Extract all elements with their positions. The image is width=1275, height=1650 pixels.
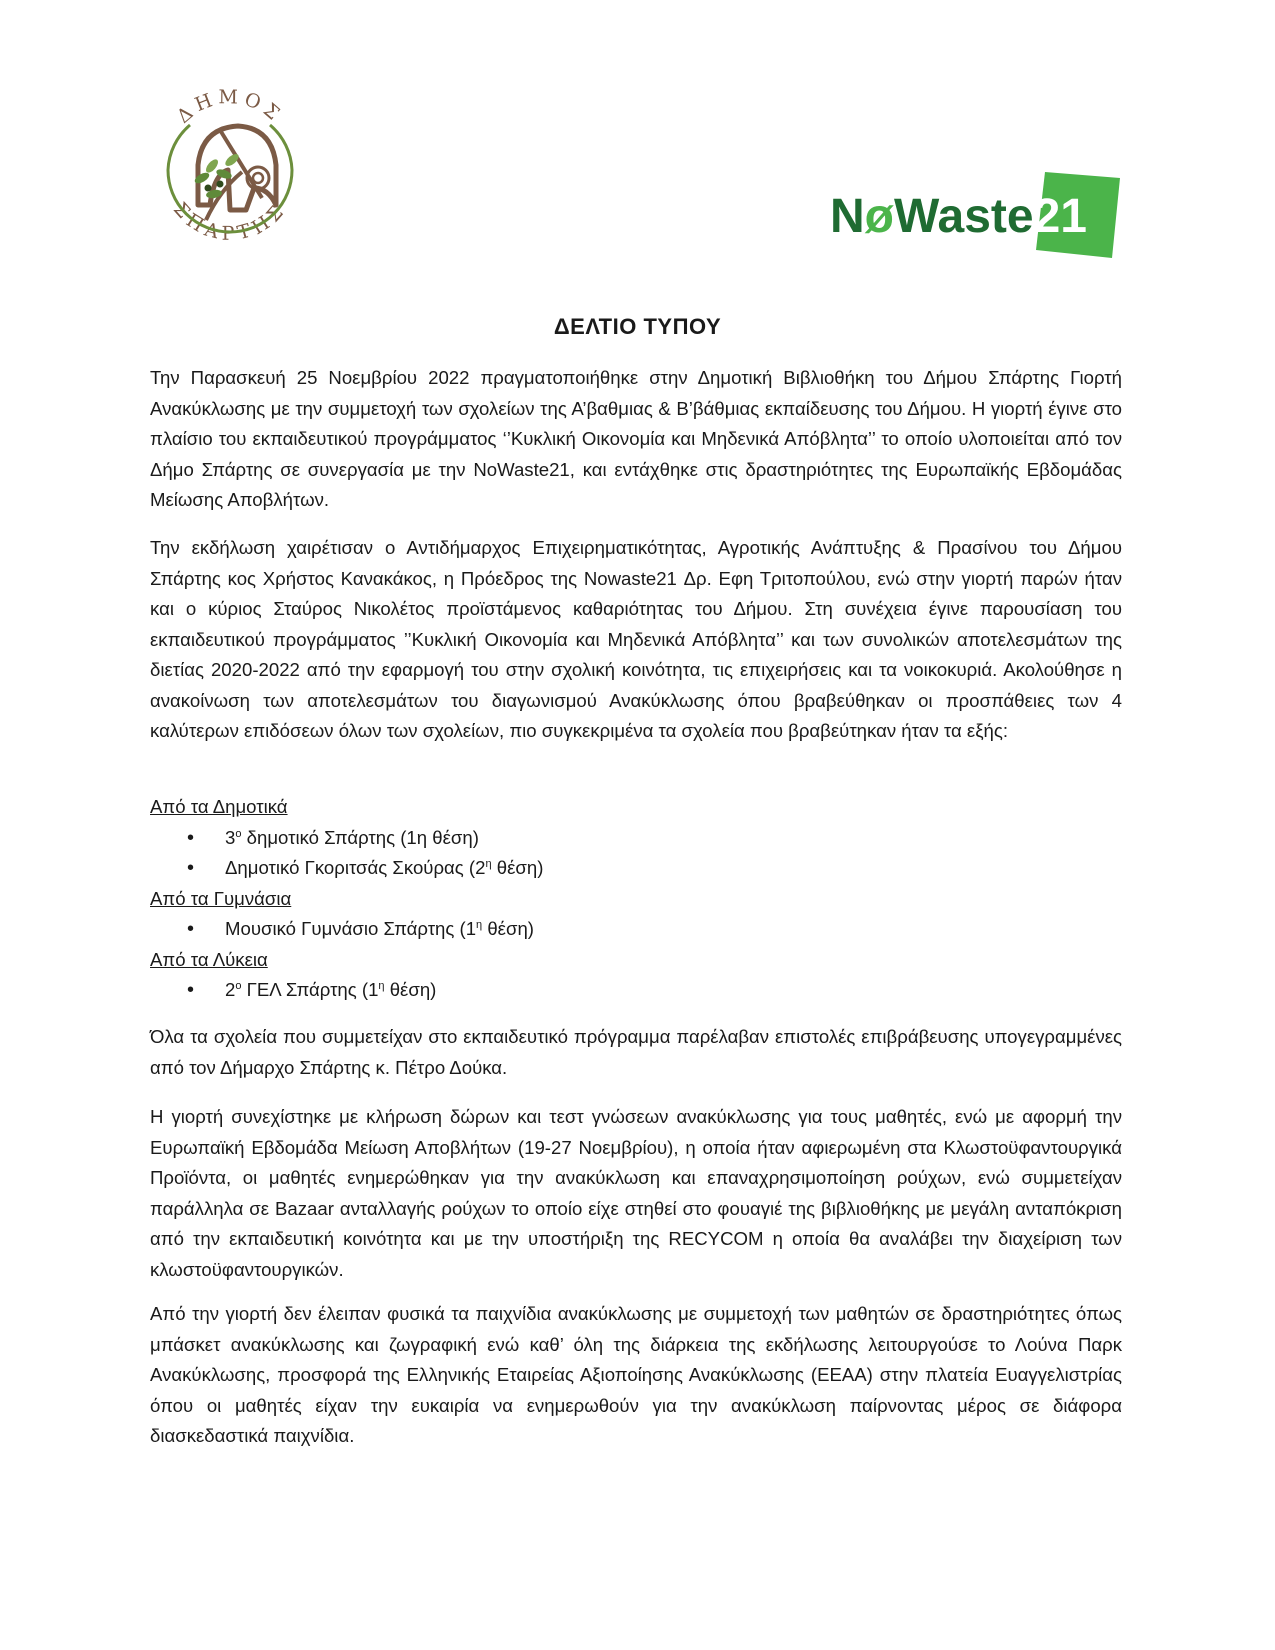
svg-text:ΔΗΜΟΣ (173, 86, 288, 128)
paragraph-4-block (150, 1102, 1122, 1285)
list-lyceum (150, 975, 1122, 1006)
list-heading-primary: Από τα Δημοτικά (150, 796, 288, 817)
awards-lists (150, 792, 1122, 1006)
list-heading-gymnasium: Από τα Γυμνάσια (150, 887, 292, 909)
logo-bottom-text: ΣΠΑΡΤΗΣ (168, 198, 292, 245)
svg-text:NøWaste21 (830, 190, 1087, 243)
paragraph-2-block (150, 533, 1122, 747)
logo-text-21: 21 (1033, 190, 1087, 243)
paragraph-3: Όλα τα σχολεία που συμμετείχαν στο εκπαιδευτικό πρόγραμμα παρέλαβαν επιστολές επιβράβευσης υπογεγραμμένες από τον Δήμαρχο Σπάρτης κ. Πέτρο Δούκα. (150, 1026, 1122, 1078)
logo-top-text: ΔΗΜΟΣ (172, 86, 288, 128)
paragraph-5: Από την γιορτή δεν έλειπαν φυσικά τα παιχνίδια ανακύκλωσης με συμμετοχή των μαθητών σε δραστηριότητες όπως μπάσκετ ανακύκλωσης και ζωγραφική ενώ καθ’ όλη της διάρκεια της εκδήλωσης λειτουργούσε το Λούνα Παρκ Ανακύκλωσης, προσφορά της Ελληνικής Εταιρείας Αξιοποίησης Ανακύκλωσης (ΕΕΑΑ) στην πλατεία Ευαγγελιστρίας όπου οι μαθητές είχαν την ευκαιρία να ενημερωθούν για την ανακύκλωση παίρνοντας μέρος σε διάφορα διασκεδαστικά παιχνίδια. (150, 1303, 1122, 1446)
document-title: ΔΕΛΤΙΟ ΤΥΠΟΥ (553, 314, 722, 339)
municipality-sparta-logo (150, 70, 310, 260)
list-item: • Μουσικό Γυμνάσιο Σπάρτης ($1^\eta$ θέση) (150, 914, 1122, 945)
paragraph-4: Η γιορτή συνεχίστηκε με κλήρωση δώρων και τεστ γνώσεων ανακύκλωσης για τους μαθητές, ενώ με αφορμή την Ευρωπαϊκή Εβδομάδα Μείωση Αποβλήτων (19-27 Νοεμβρίου), η οποία ήταν αφιερωμένη στα Κλωστοϋφαντουργικά Προϊόντα, οι μαθητές ενημερώθηκαν για την ανακύκλωση και επαναχρησιμοποίηση ρούχων, ενώ συμμετείχαν παράλληλα σε Bazaar ανταλλαγής ρούχων το οποίο είχε στηθεί στο φουαγιέ της βιβλιοθήκης με μεγάλη ανταπόκριση από την εκπαιδευτική κοινότητα και με την υποστήριξη της RECYCOM η οποία θα αναλάβει την διαχείριση των κλωστοϋφαντουργικών. (150, 1106, 1122, 1280)
logo-text-waste: Waste (894, 190, 1034, 243)
list-item: • Δημοτικό Γκοριτσάς Σκούρας ($2^\eta$ θέση) (150, 853, 1122, 884)
logo-text-n: N (830, 190, 865, 243)
paragraph-3-block (150, 1022, 1122, 1083)
nowaste21-logo (830, 172, 1120, 258)
paragraph-1: Την Παρασκευή 25 Νοεμβρίου 2022 πραγματοποιήθηκε στην Δημοτική Βιβλιοθήκη του Δήμου Σπάρτης Γιορτή Ανακύκλωσης με την συμμετοχή των σχολείων της Α’βαθμιας & Β’βάθμιας εκπαίδευσης του Δήμου. Η γιορτή έγινε στο πλαίσιο του εκπαιδευτικού προγράμματος ‘’Κυκλική Οικονομία και Μηδενικά Απόβλητα’’ το οποίο υλοποιείται από τον Δήμο Σπάρτης σε συνεργασία με την NoWaste21, και εντάχθηκε στις δραστηριότητες της Ευρωπαϊκής Εβδομάδας Μείωσης Αποβλήτων. (150, 367, 1122, 510)
list-primary (150, 823, 1122, 884)
list-heading-lyceum: Από τα Λύκεια (150, 948, 268, 970)
logo-text-o: ø (864, 190, 894, 243)
paragraph-2: Την εκδήλωση χαιρέτισαν ο Αντιδήμαρχος Επιχειρηματικότητας, Αγροτικής Ανάπτυξης & Πρασίνου του Δήμου Σπάρτης κος Χρήστος Κανακάκος, η Πρόεδρος της Nowaste21 Δρ. Εφη Τριτοπούλου, ενώ στην γιορτή παρών ήταν και ο κύριος Σταύρος Νικολέτος προϊστάμενος καθαριότητας του Δήμου. Στη συνέχεια έγινε παρουσίαση του εκπαιδευτικού προγράμματος ’’Κυκλική Οικονομία και Μηδενικά Απόβλητα’’ και των συνολικών αποτελεσμάτων της διετίας 2020-2022 από την εφαρμογή του στην σχολική κοινότητα, τις επιχειρήσεις και τα νοικοκυριά. Ακολούθησε η ανακοίνωση των αποτελεσμάτων του διαγωνισμού Ανακύκλωσης όπου βραβεύθηκαν οι προσπάθειες των 4 καλύτερων επιδόσεων όλων των σχολείων, πιο συγκεκριμένα τα σχολεία που βραβεύτηκαν ήταν τα εξής: (150, 537, 1122, 741)
list-gymnasium (150, 914, 1122, 945)
paragraph-1-block (150, 363, 1122, 516)
list-item: • $2^o$ ΓΕΛ Σπάρτης ($1^\eta$ θέση) (150, 975, 1122, 1006)
list-item: • $3^o$ δημοτικό Σπάρτης (1η θέση) (150, 823, 1122, 854)
paragraph-5-block (150, 1299, 1122, 1452)
